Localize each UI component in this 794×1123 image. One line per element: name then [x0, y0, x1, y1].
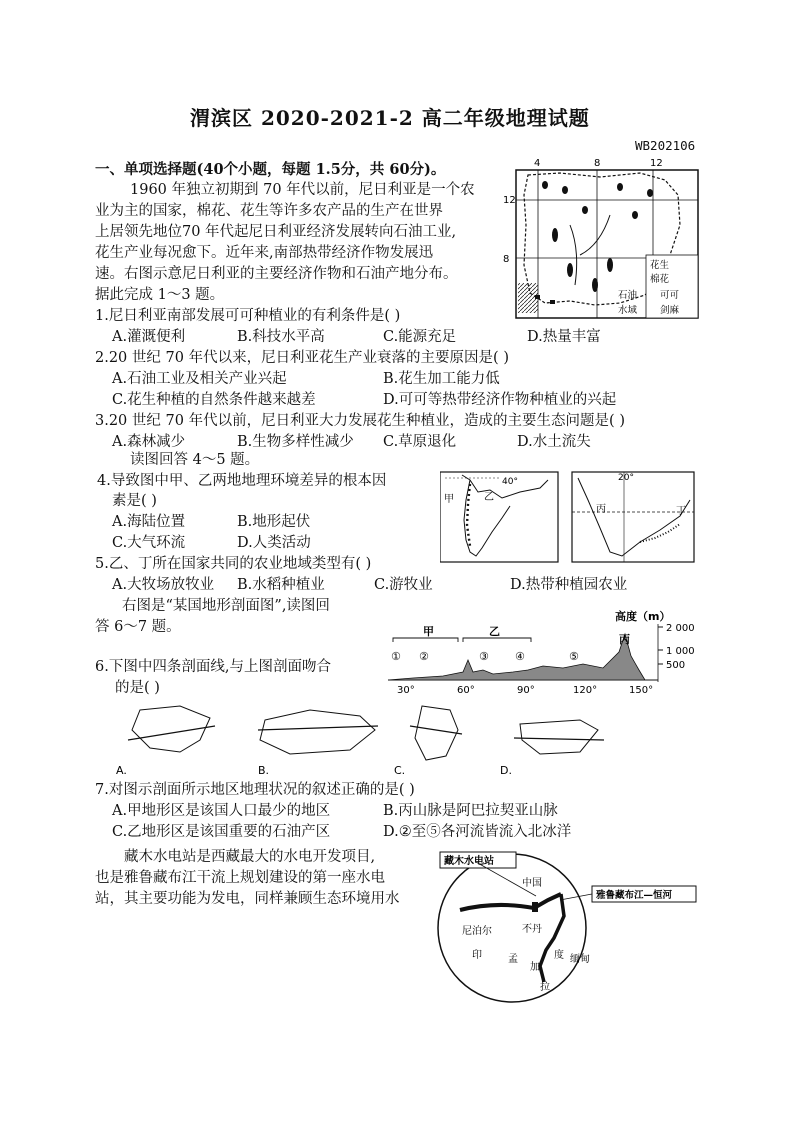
map-tick: 8: [503, 254, 510, 265]
q6-option-maps: [110, 700, 610, 780]
paper-code: WB202106: [635, 138, 696, 153]
option: D.热量丰富: [527, 329, 601, 345]
question-stem: 7.对图示剖面所示地区地理状况的叙述正确的是( ): [95, 782, 415, 798]
profile-x-tick: 150°: [629, 685, 654, 696]
option: A.大牧场放牧业: [112, 577, 215, 593]
map-label: 20°: [618, 473, 634, 483]
option-label: D.: [500, 764, 512, 777]
map-label: 乙: [484, 492, 494, 503]
intro-line: 业为主的国家，棉花、花生等许多农产品的生产在世界: [95, 203, 443, 219]
intro-line: 读图回答 4～5 题。: [130, 452, 260, 468]
question-stem: 1.尼日利亚南部发展可可种植业的有利条件是( ): [95, 308, 401, 324]
question-stem: 4.导致图中甲、乙两地地理环境差异的根本因: [97, 473, 387, 489]
map-label: 度: [554, 950, 564, 961]
zangmu-map: [436, 846, 698, 1006]
map-label: 尼泊尔: [462, 926, 492, 937]
option: D.热带种植园农业: [510, 577, 628, 593]
map-label: 藏木水电站: [444, 856, 494, 867]
question-stem: 素是( ): [112, 493, 157, 509]
legend-label: 棉花: [650, 274, 670, 285]
map-label: 中国: [522, 878, 542, 889]
option: C.能源充足: [383, 329, 457, 345]
intro-line: 1960 年独立初期到 70 年代以前，尼日利亚是一个农: [130, 182, 475, 198]
map-tick: 8: [594, 158, 601, 169]
intro-line: 答 6～7 题。: [95, 619, 181, 635]
profile-x-tick: 60°: [457, 685, 475, 696]
option: A.石油工业及相关产业兴起: [112, 371, 287, 387]
profile-river: ③: [479, 650, 489, 663]
map-label: 孟: [508, 954, 518, 965]
profile-y-title: 高度（m）: [615, 610, 671, 623]
profile-region: 甲: [423, 625, 434, 638]
profile-river: ④: [515, 650, 525, 663]
map-tick: 4: [534, 158, 541, 169]
profile-y-tick: 2 000: [666, 623, 695, 634]
option: B.科技水平高: [237, 329, 325, 345]
legend-label: 可可: [660, 290, 680, 301]
option: C.花生种植的自然条件越来越差: [112, 392, 316, 408]
question-stem: 6.下图中四条剖面线,与上图剖面吻合: [95, 659, 331, 675]
question-stem: 2.20 世纪 70 年代以来，尼日利亚花生产业衰落的主要原因是( ): [95, 350, 509, 366]
intro-line: 花生产业每况愈下。近年来,南部热带经济作物发展迅: [95, 245, 434, 261]
intro-line: 右图是“某国地形剖面图”,读图回: [122, 598, 330, 614]
intro-line: 也是雅鲁藏布江干流上规划建设的第一座水电: [95, 870, 385, 886]
map-tick: 12: [503, 195, 516, 206]
map-label: 缅甸: [570, 954, 590, 965]
map-label: 加: [530, 962, 540, 973]
profile-x-tick: 120°: [573, 685, 598, 696]
option: A.海陆位置: [112, 514, 186, 530]
intro-line: 速。右图示意尼日利亚的主要经济作物和石油产地分布。: [95, 266, 458, 282]
option: C.游牧业: [374, 577, 433, 593]
question-stem: 的是( ): [115, 680, 160, 696]
option: B.水稻种植业: [237, 577, 325, 593]
option: D.人类活动: [237, 535, 311, 551]
map-label: 印: [472, 950, 482, 961]
map-label: 拉: [540, 982, 550, 993]
option: B.地形起伏: [237, 514, 311, 530]
terrain-profile: [383, 606, 699, 696]
option: A.灌溉便利: [112, 329, 186, 345]
map-label: 雅鲁藏布江—恒河: [596, 890, 673, 901]
profile-x-tick: 90°: [517, 685, 535, 696]
map-tick: 12: [650, 158, 663, 169]
option: D.可可等热带经济作物种植业的兴起: [383, 392, 617, 408]
page-title: 渭滨区 2020-2021-2 高二年级地理试题: [190, 106, 590, 130]
question-stem: 3.20 世纪 70 年代以前，尼日利亚大力发展花生种植业，造成的主要生态问题是( ): [95, 413, 625, 429]
profile-river: ②: [419, 650, 429, 663]
legend-label: 石油: [618, 290, 638, 301]
intro-line: 上居领先地位70 年代起尼日利亚经济发展转向石油工业,: [95, 224, 457, 240]
option-label: A.: [116, 764, 127, 777]
profile-region: 乙: [489, 625, 500, 638]
option: B.花生加工能力低: [383, 371, 500, 387]
map-label: 40°: [502, 477, 518, 487]
option-label: C.: [394, 764, 406, 777]
profile-region: 丙: [619, 633, 630, 646]
continent-maps: [440, 470, 696, 565]
question-stem: 5.乙、丁所在国家共同的农业地域类型有( ): [95, 556, 372, 572]
option-label: B.: [258, 764, 270, 777]
map-label: 不丹: [522, 924, 542, 935]
intro-line: 站，其主要功能为发电，同样兼顾生态环境用水: [95, 891, 400, 907]
profile-y-tick: 1 000: [666, 646, 695, 657]
legend-label: 花生: [650, 260, 670, 271]
profile-river: ⑤: [569, 650, 579, 663]
profile-x-tick: 30°: [397, 685, 415, 696]
option: D.水土流失: [517, 434, 591, 450]
intro-line: 据此完成 1～3 题。: [95, 287, 225, 303]
legend-label: 水域: [618, 305, 638, 316]
map-label: 丙: [596, 504, 606, 515]
option: D.②至⑤各河流皆流入北冰洋: [383, 824, 572, 840]
map-label: 甲: [444, 494, 454, 505]
intro-line: 藏木水电站是西藏最大的水电开发项目,: [124, 849, 376, 865]
option: C.大气环流: [112, 535, 186, 551]
option: A.森林减少: [112, 434, 186, 450]
option: A.甲地形区是该国人口最少的地区: [112, 803, 331, 819]
option: B.生物多样性减少: [237, 434, 354, 450]
option: C.草原退化: [383, 434, 457, 450]
legend-label: 剑麻: [660, 305, 680, 316]
profile-river: ①: [391, 650, 401, 663]
option: C.乙地形区是该国重要的石油产区: [112, 824, 331, 840]
profile-y-tick: 500: [666, 660, 686, 671]
section-heading: 一、单项选择题(40个小题，每题 1.5分，共 60分)。: [95, 161, 446, 178]
nigeria-crop-map: [500, 155, 700, 320]
map-label: 丁: [676, 506, 686, 517]
option: B.丙山脉是阿巴拉契亚山脉: [383, 803, 558, 819]
